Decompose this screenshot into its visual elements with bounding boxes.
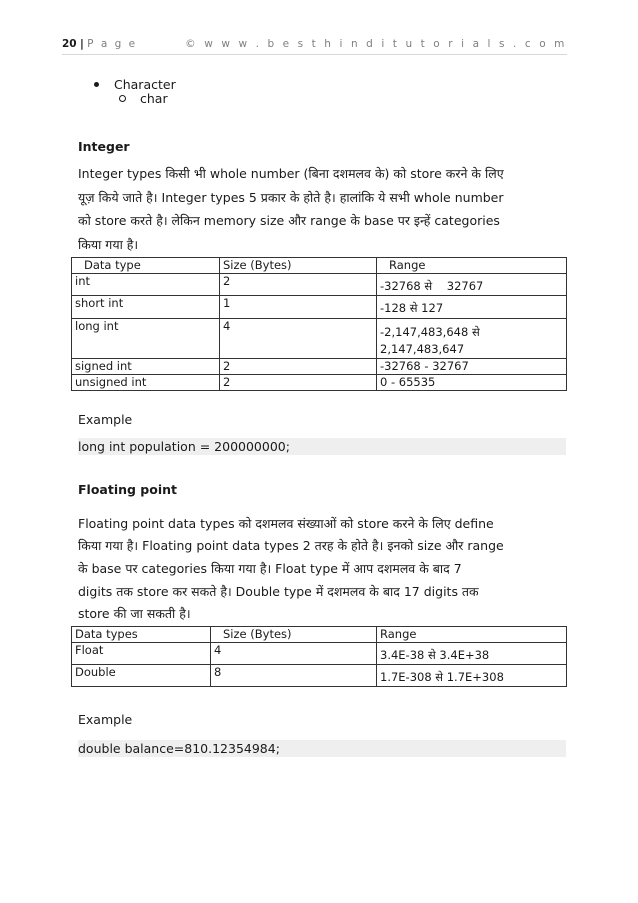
table-cell: 8 — [211, 665, 377, 687]
table-header-row — [72, 258, 567, 274]
table-header-cell: Data types — [72, 627, 211, 643]
sub-bullet-item: char — [119, 91, 168, 106]
table-cell: int — [72, 274, 220, 296]
site-url: © w w w . b e s t h i n d i t u t o r i a l s . c o m — [185, 38, 567, 50]
table-cell: 2 — [220, 375, 377, 391]
table-cell: 4 — [220, 319, 377, 359]
integer-heading: Integer — [78, 139, 130, 154]
table-cell: Double — [72, 665, 211, 687]
table-cell: 3.4E-38 से 3.4E+38 — [377, 643, 567, 665]
table-header-cell: Size (Bytes) — [220, 258, 377, 274]
table-row — [72, 665, 567, 687]
table-cell: 1 — [220, 296, 377, 319]
floating-types-table — [71, 626, 567, 687]
table-row — [72, 296, 567, 319]
code-snippet: long int population = 200000000; — [78, 438, 566, 455]
table-cell: short int — [72, 296, 220, 319]
table-cell: 1.7E-308 से 1.7E+308 — [377, 665, 567, 687]
code-snippet: double balance=810.12354984; — [78, 740, 566, 757]
table-row — [72, 274, 567, 296]
bullet-ring-icon — [119, 95, 126, 102]
table-cell: 2 — [220, 359, 377, 375]
table-cell: unsigned int — [72, 375, 220, 391]
table-header-cell: Size (Bytes) — [211, 627, 377, 643]
table-cell: -32768 से 32767 — [377, 274, 567, 296]
table-header-cell: Range — [377, 258, 567, 274]
table-cell: -128 से 127 — [377, 296, 567, 319]
table-row — [72, 375, 567, 391]
page-number: 20 | P a g e — [62, 38, 138, 50]
example-label: Example — [78, 412, 133, 427]
table-row — [72, 319, 567, 359]
bullet-dot-icon — [94, 82, 99, 87]
table-cell: long int — [72, 319, 220, 359]
table-row — [72, 359, 567, 375]
table-cell: signed int — [72, 359, 220, 375]
table-header-cell: Data type — [72, 258, 220, 274]
table-cell: -32768 - 32767 — [377, 359, 567, 375]
page-header — [62, 38, 567, 55]
example-label: Example — [78, 712, 133, 727]
table-cell: 4 — [211, 643, 377, 665]
table-header-cell: Range — [377, 627, 567, 643]
bullet-item: Character — [94, 77, 176, 92]
table-cell: 0 - 65535 — [377, 375, 567, 391]
floating-heading: Floating point — [78, 482, 177, 497]
table-cell: Float — [72, 643, 211, 665]
table-cell: -2,147,483,648 से 2,147,483,647 — [377, 319, 567, 359]
table-header-row — [72, 627, 567, 643]
table-row — [72, 643, 567, 665]
integer-types-table — [71, 257, 567, 391]
table-cell: 2 — [220, 274, 377, 296]
